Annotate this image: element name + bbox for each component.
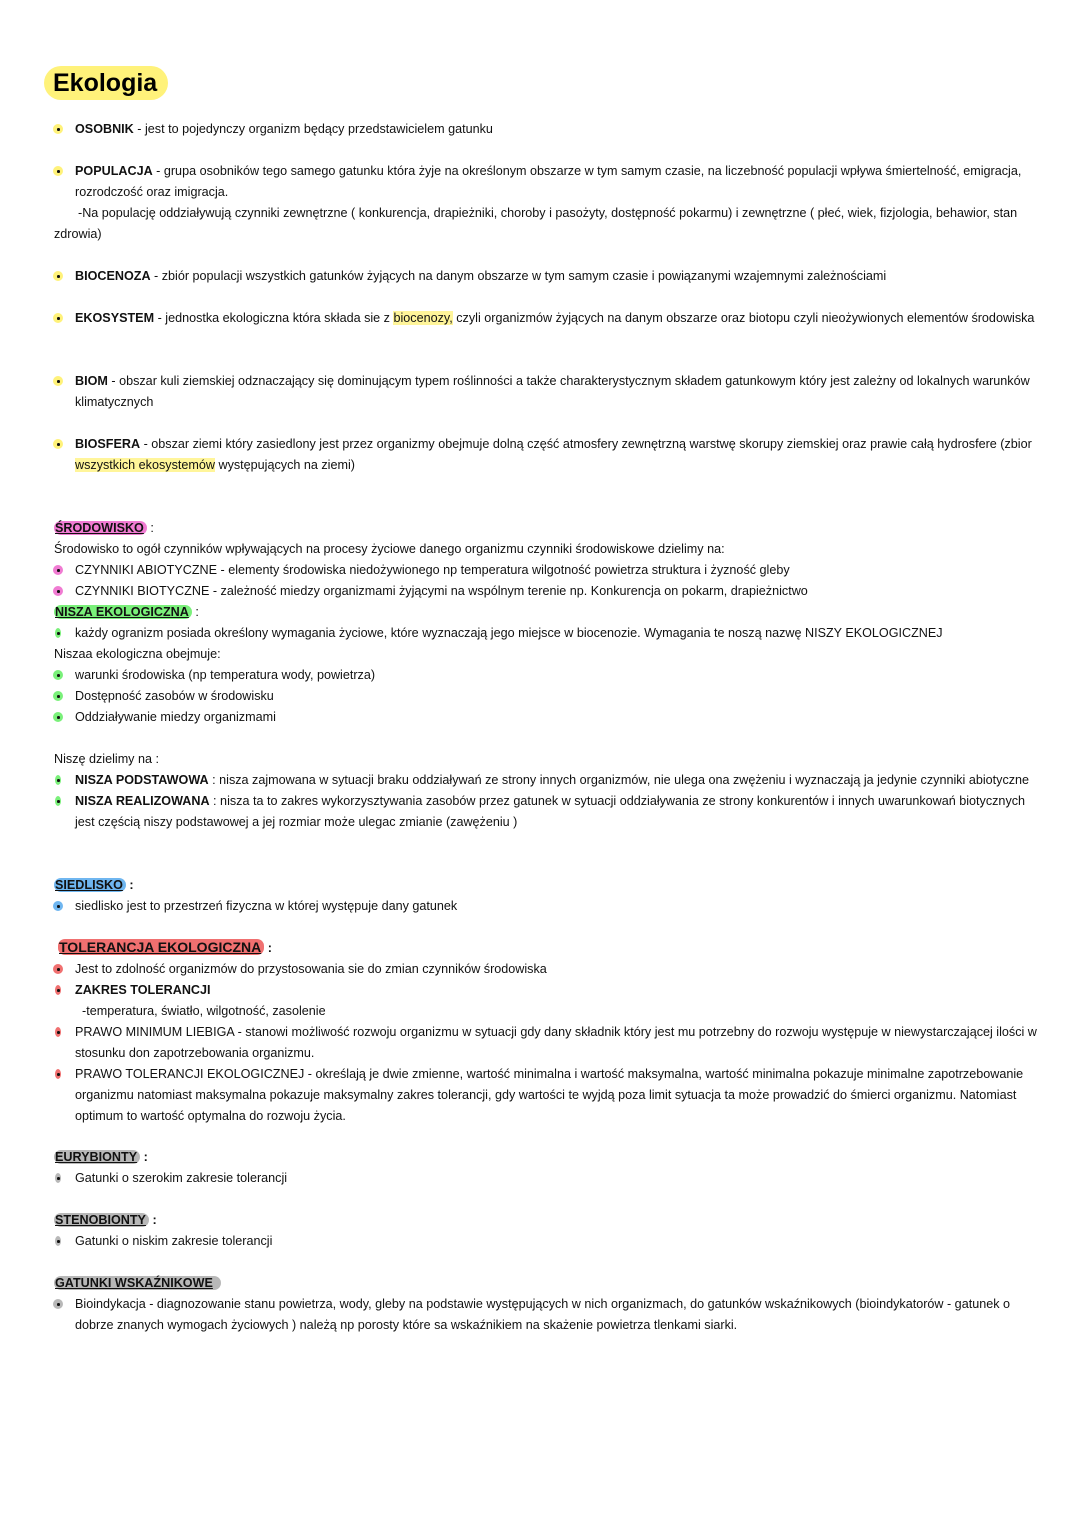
section-heading: ŚRODOWISKO (54, 521, 147, 535)
section-heading-line (54, 937, 1039, 959)
section-srodowisko (54, 518, 1039, 728)
list-item (54, 581, 1039, 602)
bullet-icon (53, 712, 63, 722)
definition-text: - obszar ziemi który zasiedlony jest przez organizmy obejmuje dolną część atmosfery zewnętrzną warstwę skorupy ziemskiej oraz prawie całą hydrosfere (zbior (140, 437, 1032, 451)
section-stenobionty (54, 1210, 1039, 1252)
tolerance-factors: -temperatura, światło, wilgotność, zasolenie (82, 1004, 326, 1018)
section-heading: SIEDLISKO (54, 878, 126, 892)
list-item (54, 1231, 1039, 1252)
item-text: CZYNNIKI BIOTYCZNE - zależność miedzy organizmami żyjącymi na wspólnym terenie np. Konkurencja on pokarm, drapieżnictwo (75, 584, 808, 598)
list-item (54, 266, 1039, 287)
list-item (54, 707, 1039, 728)
section-heading: GATUNKI WSKAŹNIKOWE (54, 1276, 221, 1290)
item-text: siedlisko jest to przestrzeń fizyczna w której występuje dany gatunek (75, 899, 458, 913)
bullet-icon (55, 1173, 61, 1183)
definition-text: występujących na ziemi) (214, 458, 355, 472)
section-nisza-types (54, 749, 1039, 833)
bullet-icon (55, 985, 61, 995)
section-heading-line (54, 1147, 1039, 1168)
list-item (54, 1168, 1039, 1189)
bullet-icon (55, 1027, 61, 1037)
section-siedlisko (54, 875, 1039, 917)
bullet-icon (53, 313, 63, 323)
bullet-icon (53, 670, 63, 680)
list-item (54, 161, 1039, 203)
section-tolerancja (54, 937, 1039, 1127)
definition-biom (54, 371, 1039, 413)
bullet-icon (55, 1236, 61, 1246)
title-wrap (44, 66, 168, 100)
list-item (54, 959, 1039, 980)
list-item (54, 896, 1039, 917)
bullet-icon (53, 586, 63, 596)
term: NISZA PODSTAWOWA (75, 773, 209, 787)
definition-text: - jest to pojedynczy organizm będący przedstawicielem gatunku (133, 122, 493, 136)
list-item (54, 1064, 1039, 1127)
item-text: ZAKRES TOLERANCJI (75, 983, 211, 997)
highlight: biocenozy, (393, 311, 453, 325)
definition-biosfera (54, 434, 1039, 476)
section-intro: Środowisko to ogół czynników wpływających na procesy życiowe danego organizmu czynniki środowiskowe dzielimy na: (54, 542, 725, 556)
section-eurybionty (54, 1147, 1039, 1189)
section-heading-line (54, 1273, 1039, 1294)
bullet-icon (53, 124, 63, 134)
bullet-icon (55, 1069, 61, 1079)
definition-text: - zbiór populacji wszystkich gatunków żyjących na danym obszarze w tym samym czasie i powiązanymi wzajemnymi zależnościami (150, 269, 887, 283)
section-heading-line (54, 1210, 1039, 1231)
item-text: Oddziaływanie miedzy organizmami (75, 710, 276, 724)
item-text: każdy ogranizm posiada określony wymagania życiowe, które wyznaczają jego miejsce w biocenozie. Wymagania te noszą nazwę NISZY EKOLOGICZNEJ (75, 626, 943, 640)
term: OSOBNIK (75, 122, 134, 136)
list-item (54, 1022, 1039, 1064)
section-gatunki-wskaznikowe (54, 1273, 1039, 1336)
item-text: Gatunki o niskim zakresie tolerancji (75, 1234, 273, 1248)
list-item (54, 686, 1039, 707)
list-item (54, 119, 1039, 140)
item-text: : nisza zajmowana w sytuacji braku oddziaływań ze strony innych organizmów, nie ulega ona zwężeniu i wyznaczają ja jedynie czynniki abiotyczne (208, 773, 1030, 787)
bullet-icon (53, 376, 63, 386)
term: BIOSFERA (75, 437, 141, 451)
definition-ekosystem (54, 308, 1039, 329)
highlight: wszystkich ekosystemów (75, 458, 215, 472)
item-text: PRAWO MINIMUM LIEBIGA - stanowi możliwość rozwoju organizmu w sytuacji gdy dany składnik który jest mu potrzebny do rozwoju występuje w niewystarczającej ilości w stosunku don zapotrzebowania organizmu. (75, 1025, 1037, 1060)
list-item (54, 770, 1039, 791)
section-heading-line (54, 875, 1039, 896)
item-text: PRAWO TOLERANCJI EKOLOGICZNEJ - określają je dwie zmienne, wartość minimalna i wartość maksymalna, wartość minimalna pokazuje minimalne zapotrzebowanie organizmu natomiast maksymalna pokazuje maksymalny zakres tolerancji, gdy wartości te wyjdą poza limit sytuacja ta może prowadzić do śmierci organizmu. Natomiast optimum to wartość optymalna do rozwoju życia. (75, 1067, 1024, 1123)
item-text: Gatunki o szerokim zakresie tolerancji (75, 1171, 288, 1185)
heading-suffix: : (191, 605, 199, 619)
bullet-icon (55, 628, 61, 638)
list-item (54, 434, 1039, 476)
heading-suffix: : (125, 878, 134, 892)
term: BIOM (75, 374, 108, 388)
section-heading: EURYBIONTY (54, 1150, 140, 1164)
item-text: Bioindykacja - diagnozowanie stanu powietrza, wody, gleby na podstawie występujących w nich organizmach, do gatunków wskaźnikowych (bioindykatorów - gatunek o dobrze znanych wymogach życiowych ) należą np porosty które sa wskaźnikiem na skażenie powietrza tlenkami siarki. (75, 1297, 1011, 1332)
section-heading: STENOBIONTY (54, 1213, 149, 1227)
divide-label: Niszę dzielimy na : (54, 752, 159, 766)
definition-text: czyli organizmów żyjących na danym obszarze oraz biotopu czyli nieożywionych elementów środowiska (452, 311, 1035, 325)
bullet-icon (55, 775, 61, 785)
section-heading: NISZA EKOLOGICZNA (54, 605, 192, 619)
term: BIOCENOZA (75, 269, 151, 283)
covers-label: Niszaa ekologiczna obejmuje: (54, 647, 221, 661)
list-item (54, 791, 1039, 833)
list-item (54, 308, 1039, 329)
item-text: Jest to zdolność organizmów do przystosowania sie do zmian czynników środowiska (75, 962, 547, 976)
bullet-icon (53, 901, 63, 911)
definition-text: - jednostka ekologiczna która składa sie z (154, 311, 394, 325)
heading-suffix: : (148, 1213, 157, 1227)
section-heading-line (54, 602, 1039, 623)
definition-populacja (54, 161, 1039, 245)
definition-text: - obszar kuli ziemskiej odznaczający się dominującym typem roślinności a także charakterystycznym składem gatunkowym który jest zależny od lokalnych warunków klimatycznych (75, 374, 1030, 409)
bullet-icon (53, 691, 63, 701)
heading-suffix: : (264, 941, 272, 955)
term: POPULACJA (75, 164, 153, 178)
list-item (54, 980, 1039, 1001)
page-title: Ekologia (44, 66, 168, 100)
definition-biocenoza (54, 266, 1039, 287)
item-text: CZYNNIKI ABIOTYCZNE - elementy środowiska niedożywionego np temperatura wilgotność powietrza struktura i żyzność gleby (75, 563, 790, 577)
bullet-icon (55, 796, 61, 806)
definition-osobnik (54, 119, 1039, 140)
bullet-icon (53, 565, 63, 575)
term: NISZA REALIZOWANA (75, 794, 210, 808)
section-heading: TOLERANCJA EKOLOGICZNA (58, 939, 264, 955)
populacja-note: -Na populację oddziaływują czynniki zewnętrzne ( konkurencja, drapieżniki, choroby i pasożyty, dostępność pokarmu) i zewnętrzne ( płeć, wiek, fizjologia, behawior, stan zdrowia) (54, 206, 1018, 241)
list-item (54, 371, 1039, 413)
item-text: : nisza ta to zakres wykorzysztywania zasobów przez gatunek w sytuacji oddziaływania ze strony konkurentów i innych uwarunkowań biotycznych jest częścią niszy podstawowej a jej rozmiar może ulegac zmianie (zawężeniu ) (75, 794, 1026, 829)
bullet-icon (53, 964, 63, 974)
definition-text: - grupa osobników tego samego gatunku która żyje na określonym obszarze w tym samym czasie, na liczebność populacji wpływa śmiertelność, emigracja, rozrodczość oraz imigracja. (75, 164, 1022, 199)
item-text: warunki środowiska (np temperatura wody, powietrza) (75, 668, 376, 682)
heading-suffix: : (146, 521, 154, 535)
bullet-icon (53, 1299, 63, 1309)
list-item (54, 665, 1039, 686)
bullet-icon (53, 439, 63, 449)
bullet-icon (53, 271, 63, 281)
item-text: Dostępność zasobów w środowisku (75, 689, 274, 703)
section-heading-line (54, 518, 1039, 539)
heading-suffix: : (140, 1150, 148, 1164)
bullet-icon (53, 166, 63, 176)
list-item (54, 560, 1039, 581)
list-item (54, 1294, 1039, 1336)
list-item (54, 623, 1039, 644)
term: EKOSYSTEM (75, 311, 155, 325)
